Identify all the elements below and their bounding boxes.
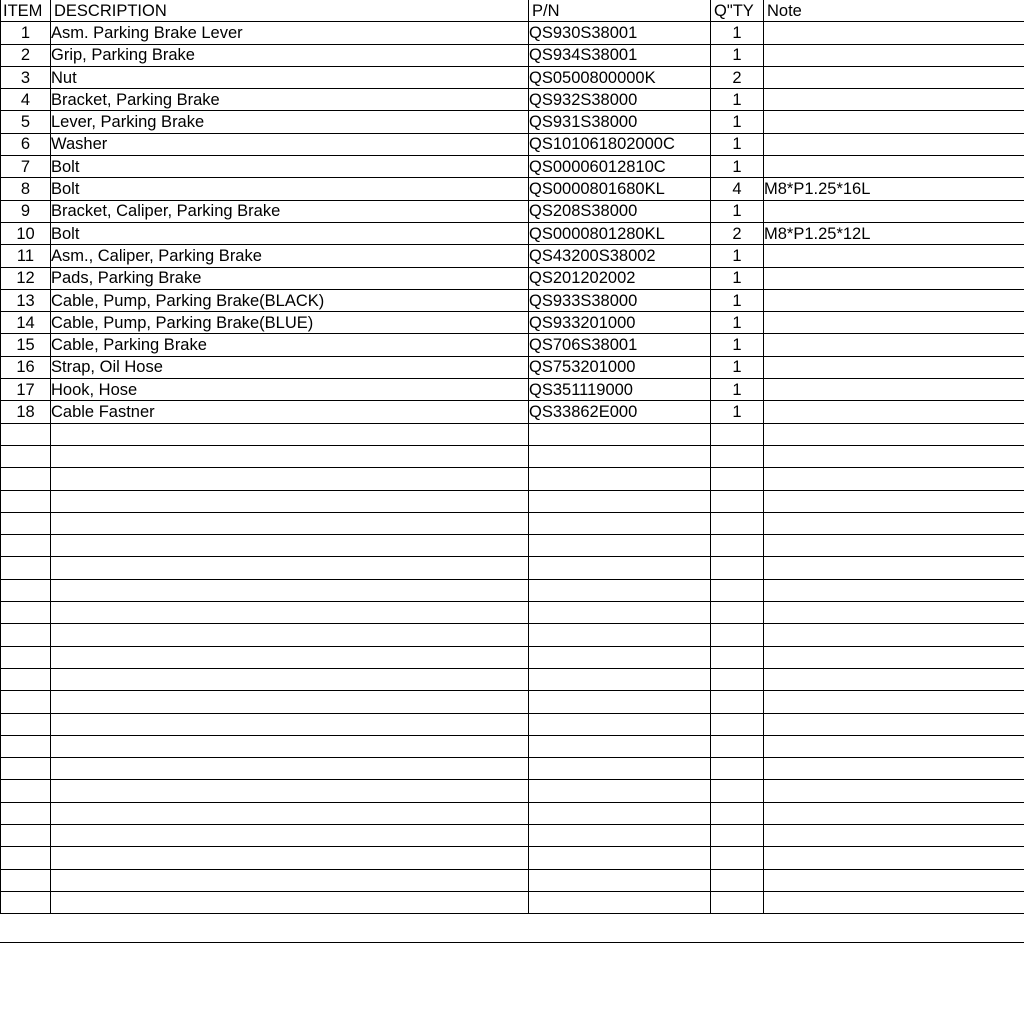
note-cell [764, 780, 1024, 802]
description-cell [51, 512, 529, 534]
table-row [1, 334, 1024, 356]
description-cell [51, 824, 529, 846]
description-cell: Cable, Pump, Parking Brake(BLUE) [51, 312, 529, 334]
qty-cell [711, 646, 764, 668]
qty-cell [711, 557, 764, 579]
table-row [1, 178, 1024, 200]
note-cell [764, 379, 1024, 401]
description-cell: Lever, Parking Brake [51, 111, 529, 133]
qty-cell [711, 535, 764, 557]
note-cell [764, 713, 1024, 735]
pn-cell [529, 869, 711, 891]
item-cell [1, 423, 51, 445]
item-cell [1, 512, 51, 534]
qty-cell: 2 [711, 222, 764, 244]
note-cell [764, 22, 1024, 44]
pn-cell: QS706S38001 [529, 334, 711, 356]
qty-cell [711, 802, 764, 824]
note-cell [764, 824, 1024, 846]
table-row [1, 691, 1024, 713]
parts-rows [1, 22, 1024, 914]
note-cell [764, 267, 1024, 289]
pn-cell [529, 445, 711, 467]
description-cell [51, 490, 529, 512]
description-cell [51, 802, 529, 824]
description-cell [51, 602, 529, 624]
pn-cell: QS33862E000 [529, 401, 711, 423]
qty-cell: 1 [711, 156, 764, 178]
header-note: Note [764, 0, 1024, 22]
note-cell [764, 579, 1024, 601]
pn-cell [529, 735, 711, 757]
item-cell: 12 [1, 267, 51, 289]
description-cell [51, 691, 529, 713]
qty-cell [711, 891, 764, 913]
note-cell [764, 602, 1024, 624]
item-cell: 15 [1, 334, 51, 356]
qty-cell: 1 [711, 312, 764, 334]
description-cell: Bracket, Caliper, Parking Brake [51, 200, 529, 222]
table-row [1, 891, 1024, 913]
table-row [1, 89, 1024, 111]
table-row [1, 780, 1024, 802]
note-cell [764, 758, 1024, 780]
note-cell [764, 111, 1024, 133]
note-cell [764, 289, 1024, 311]
description-cell: Pads, Parking Brake [51, 267, 529, 289]
note-cell [764, 312, 1024, 334]
qty-cell: 1 [711, 89, 764, 111]
pn-cell: QS934S38001 [529, 44, 711, 66]
item-cell: 6 [1, 133, 51, 155]
table-row [1, 579, 1024, 601]
description-cell [51, 668, 529, 690]
table-row [1, 379, 1024, 401]
description-cell [51, 735, 529, 757]
note-cell: M8*P1.25*12L [764, 222, 1024, 244]
table-row [1, 156, 1024, 178]
table-row [1, 401, 1024, 423]
description-cell [51, 535, 529, 557]
description-cell: Bracket, Parking Brake [51, 89, 529, 111]
table-row [1, 646, 1024, 668]
table-row [1, 624, 1024, 646]
item-cell: 14 [1, 312, 51, 334]
table-row [1, 133, 1024, 155]
description-cell: Cable, Parking Brake [51, 334, 529, 356]
pn-cell [529, 557, 711, 579]
description-cell [51, 891, 529, 913]
header-item: ITEM [1, 0, 51, 22]
pn-cell [529, 802, 711, 824]
table-row [1, 869, 1024, 891]
pn-cell: QS0000801680KL [529, 178, 711, 200]
description-cell: Grip, Parking Brake [51, 44, 529, 66]
note-cell [764, 156, 1024, 178]
qty-cell: 1 [711, 200, 764, 222]
table-row [1, 668, 1024, 690]
table-row [1, 758, 1024, 780]
pn-cell: QS933201000 [529, 312, 711, 334]
pn-cell [529, 624, 711, 646]
pn-cell: QS930S38001 [529, 22, 711, 44]
item-cell [1, 668, 51, 690]
description-cell [51, 624, 529, 646]
description-cell [51, 579, 529, 601]
note-cell [764, 624, 1024, 646]
qty-cell: 1 [711, 401, 764, 423]
pn-cell: QS932S38000 [529, 89, 711, 111]
description-cell: Bolt [51, 156, 529, 178]
note-cell [764, 245, 1024, 267]
table-row [1, 713, 1024, 735]
qty-cell: 1 [711, 356, 764, 378]
table-row [1, 557, 1024, 579]
note-cell [764, 668, 1024, 690]
header-pn: P/N [529, 0, 711, 22]
pn-cell [529, 512, 711, 534]
qty-cell [711, 445, 764, 467]
item-cell: 17 [1, 379, 51, 401]
description-cell: Bolt [51, 178, 529, 200]
qty-cell [711, 869, 764, 891]
qty-cell [711, 780, 764, 802]
qty-cell [711, 468, 764, 490]
item-cell [1, 579, 51, 601]
note-cell [764, 869, 1024, 891]
description-cell: Asm., Caliper, Parking Brake [51, 245, 529, 267]
item-cell: 1 [1, 22, 51, 44]
qty-cell: 1 [711, 379, 764, 401]
qty-cell: 1 [711, 111, 764, 133]
table-row [1, 490, 1024, 512]
qty-cell [711, 713, 764, 735]
note-cell: M8*P1.25*16L [764, 178, 1024, 200]
pn-cell [529, 780, 711, 802]
item-cell [1, 891, 51, 913]
description-cell [51, 445, 529, 467]
table-row [1, 245, 1024, 267]
item-cell [1, 802, 51, 824]
note-cell [764, 468, 1024, 490]
item-cell [1, 468, 51, 490]
qty-cell: 1 [711, 22, 764, 44]
note-cell [764, 691, 1024, 713]
description-cell [51, 557, 529, 579]
description-cell [51, 468, 529, 490]
item-cell [1, 824, 51, 846]
qty-cell [711, 735, 764, 757]
qty-cell [711, 847, 764, 869]
description-cell: Cable Fastner [51, 401, 529, 423]
note-cell [764, 802, 1024, 824]
table-row [1, 802, 1024, 824]
pn-cell: QS201202002 [529, 267, 711, 289]
table-row [1, 602, 1024, 624]
item-cell [1, 847, 51, 869]
item-cell: 11 [1, 245, 51, 267]
table-row [1, 66, 1024, 88]
table-row [1, 535, 1024, 557]
item-cell: 3 [1, 66, 51, 88]
description-cell: Bolt [51, 222, 529, 244]
table-row [1, 267, 1024, 289]
qty-cell: 1 [711, 245, 764, 267]
item-cell: 13 [1, 289, 51, 311]
qty-cell [711, 824, 764, 846]
qty-cell: 2 [711, 66, 764, 88]
pn-cell [529, 668, 711, 690]
item-cell: 8 [1, 178, 51, 200]
item-cell: 18 [1, 401, 51, 423]
note-cell [764, 535, 1024, 557]
qty-cell [711, 691, 764, 713]
note-cell [764, 401, 1024, 423]
description-cell [51, 713, 529, 735]
table-row [1, 824, 1024, 846]
note-cell [764, 445, 1024, 467]
qty-cell: 1 [711, 289, 764, 311]
qty-cell [711, 758, 764, 780]
item-cell [1, 490, 51, 512]
table-row [1, 468, 1024, 490]
qty-cell: 1 [711, 44, 764, 66]
item-cell [1, 624, 51, 646]
table-row [1, 289, 1024, 311]
pn-cell: QS208S38000 [529, 200, 711, 222]
item-cell [1, 646, 51, 668]
pn-cell: QS351119000 [529, 379, 711, 401]
description-cell [51, 780, 529, 802]
table-row [1, 847, 1024, 869]
header-description: DESCRIPTION [51, 0, 529, 22]
bottom-divider [0, 942, 1024, 943]
table-row [1, 111, 1024, 133]
note-cell [764, 133, 1024, 155]
note-cell [764, 490, 1024, 512]
pn-cell: QS933S38000 [529, 289, 711, 311]
note-cell [764, 512, 1024, 534]
qty-cell [711, 579, 764, 601]
qty-cell [711, 512, 764, 534]
note-cell [764, 423, 1024, 445]
pn-cell: QS00006012810C [529, 156, 711, 178]
item-cell: 5 [1, 111, 51, 133]
pn-cell [529, 758, 711, 780]
pn-cell [529, 602, 711, 624]
pn-cell: QS0000801280KL [529, 222, 711, 244]
pn-cell [529, 535, 711, 557]
description-cell: Washer [51, 133, 529, 155]
pn-cell: QS101061802000C [529, 133, 711, 155]
pn-cell: QS931S38000 [529, 111, 711, 133]
description-cell: Cable, Pump, Parking Brake(BLACK) [51, 289, 529, 311]
table-row [1, 22, 1024, 44]
pn-cell [529, 713, 711, 735]
table-row [1, 423, 1024, 445]
item-cell [1, 869, 51, 891]
note-cell [764, 66, 1024, 88]
header-row [1, 0, 1024, 22]
table-row [1, 200, 1024, 222]
note-cell [764, 200, 1024, 222]
item-cell: 4 [1, 89, 51, 111]
pn-cell: QS753201000 [529, 356, 711, 378]
pn-cell [529, 891, 711, 913]
note-cell [764, 891, 1024, 913]
pn-cell [529, 423, 711, 445]
qty-cell [711, 624, 764, 646]
note-cell [764, 847, 1024, 869]
header-qty: Q"TY [711, 0, 764, 22]
qty-cell: 1 [711, 267, 764, 289]
table-row [1, 445, 1024, 467]
note-cell [764, 646, 1024, 668]
pn-cell: QS43200S38002 [529, 245, 711, 267]
pn-cell [529, 691, 711, 713]
description-cell [51, 646, 529, 668]
note-cell [764, 89, 1024, 111]
qty-cell [711, 423, 764, 445]
description-cell: Asm. Parking Brake Lever [51, 22, 529, 44]
note-cell [764, 334, 1024, 356]
qty-cell: 4 [711, 178, 764, 200]
item-cell [1, 780, 51, 802]
item-cell [1, 713, 51, 735]
table-row [1, 222, 1024, 244]
note-cell [764, 44, 1024, 66]
table-row [1, 44, 1024, 66]
description-cell: Strap, Oil Hose [51, 356, 529, 378]
pn-cell [529, 468, 711, 490]
item-cell: 10 [1, 222, 51, 244]
description-cell: Nut [51, 66, 529, 88]
note-cell [764, 735, 1024, 757]
item-cell [1, 557, 51, 579]
qty-cell: 1 [711, 334, 764, 356]
description-cell [51, 758, 529, 780]
pn-cell: QS0500800000K [529, 66, 711, 88]
pn-cell [529, 847, 711, 869]
qty-cell [711, 668, 764, 690]
pn-cell [529, 646, 711, 668]
table-row [1, 735, 1024, 757]
description-cell: Hook, Hose [51, 379, 529, 401]
item-cell [1, 602, 51, 624]
pn-cell [529, 824, 711, 846]
note-cell [764, 356, 1024, 378]
pn-cell [529, 579, 711, 601]
item-cell: 9 [1, 200, 51, 222]
qty-cell [711, 602, 764, 624]
item-cell [1, 691, 51, 713]
table-row [1, 312, 1024, 334]
description-cell [51, 423, 529, 445]
item-cell [1, 445, 51, 467]
table-row [1, 512, 1024, 534]
table-row [1, 356, 1024, 378]
item-cell [1, 758, 51, 780]
item-cell [1, 535, 51, 557]
description-cell [51, 847, 529, 869]
note-cell [764, 557, 1024, 579]
item-cell [1, 735, 51, 757]
qty-cell: 1 [711, 133, 764, 155]
item-cell: 2 [1, 44, 51, 66]
pn-cell [529, 490, 711, 512]
item-cell: 7 [1, 156, 51, 178]
item-cell: 16 [1, 356, 51, 378]
qty-cell [711, 490, 764, 512]
description-cell [51, 869, 529, 891]
